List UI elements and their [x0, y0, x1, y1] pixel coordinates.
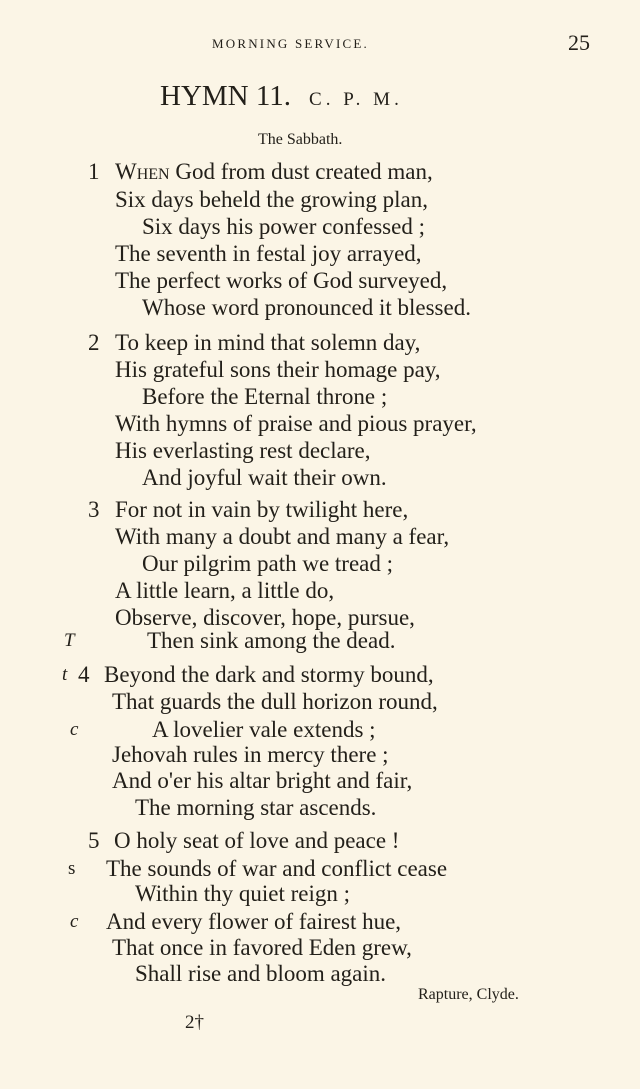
verse-line: Our pilgrim path we tread ; — [142, 551, 394, 576]
verse-line: And joyful wait their own. — [142, 465, 387, 490]
verse-line: A lovelier vale extends ; — [152, 717, 376, 742]
verse-line: Six days his power confessed ; — [142, 214, 425, 239]
running-title: MORNING SERVICE. — [212, 36, 369, 51]
expression-mark: T — [64, 630, 75, 651]
verse-line — [115, 158, 433, 186]
verse-line: Then sink among the dead. — [147, 628, 396, 653]
verse-line: Six days beheld the growing plan, — [115, 187, 429, 212]
hymn-subtitle: The Sabbath. — [258, 131, 343, 148]
verse-line: The sounds of war and conflict cease — [106, 856, 448, 881]
verse-line: Observe, discover, hope, pursue, — [115, 605, 415, 630]
verse-line: And every flower of fairest hue, — [106, 909, 402, 934]
hymn-number: HYMN 11. — [160, 80, 292, 112]
verse-line: The perfect works of God surveyed, — [115, 268, 448, 293]
hymn-heading — [160, 80, 403, 113]
verse-line: The seventh in festal joy arrayed, — [115, 241, 422, 266]
page-number: 25 — [568, 30, 590, 55]
expression-mark: s — [68, 858, 76, 879]
verse-number: 5 — [88, 828, 100, 853]
verse-line: Shall rise and bloom again. — [135, 961, 387, 986]
verse-line: O holy seat of love and peace ! — [114, 828, 400, 853]
verse-line: For not in vain by twilight here, — [115, 497, 409, 522]
verse-line: With many a doubt and many a fear, — [115, 524, 450, 549]
verse-line: To keep in mind that solemn day, — [115, 330, 421, 355]
verse-line: With hymns of praise and pious prayer, — [115, 411, 477, 436]
verse-number: 1 — [88, 159, 100, 184]
expression-mark: c — [70, 719, 79, 740]
expression-mark: t — [62, 664, 68, 685]
hymn-meter: C. P. M. — [309, 89, 403, 110]
verse-line: That once in favored Eden grew, — [112, 935, 412, 960]
verse-line: His grateful sons their homage pay, — [115, 357, 441, 382]
verse-line: That guards the dull horizon round, — [112, 689, 438, 714]
verse-line: A little learn, a little do, — [115, 578, 335, 603]
verse-line: And o'er his altar bright and fair, — [112, 768, 413, 793]
tune-names: Rapture, Clyde. — [418, 986, 519, 1003]
verse-line: Before the Eternal throne ; — [142, 384, 388, 409]
expression-mark: c — [70, 911, 79, 932]
signature-mark: 2† — [185, 1012, 204, 1033]
verse-line: Beyond the dark and stormy bound, — [104, 662, 434, 687]
verse-line: Jehovah rules in mercy there ; — [112, 742, 389, 767]
verse-line: Within thy quiet reign ; — [135, 881, 350, 906]
verse-line-text: God from dust created man, — [169, 159, 433, 184]
verse-number: 4 — [78, 662, 90, 687]
verse-line: Whose word pronounced it blessed. — [142, 295, 471, 320]
verse-number: 2 — [88, 330, 100, 355]
verse-first-word: When — [115, 159, 170, 184]
verse-line: His everlasting rest declare, — [115, 438, 371, 463]
verse-line: The morning star ascends. — [135, 795, 377, 820]
verse-number: 3 — [88, 497, 100, 522]
